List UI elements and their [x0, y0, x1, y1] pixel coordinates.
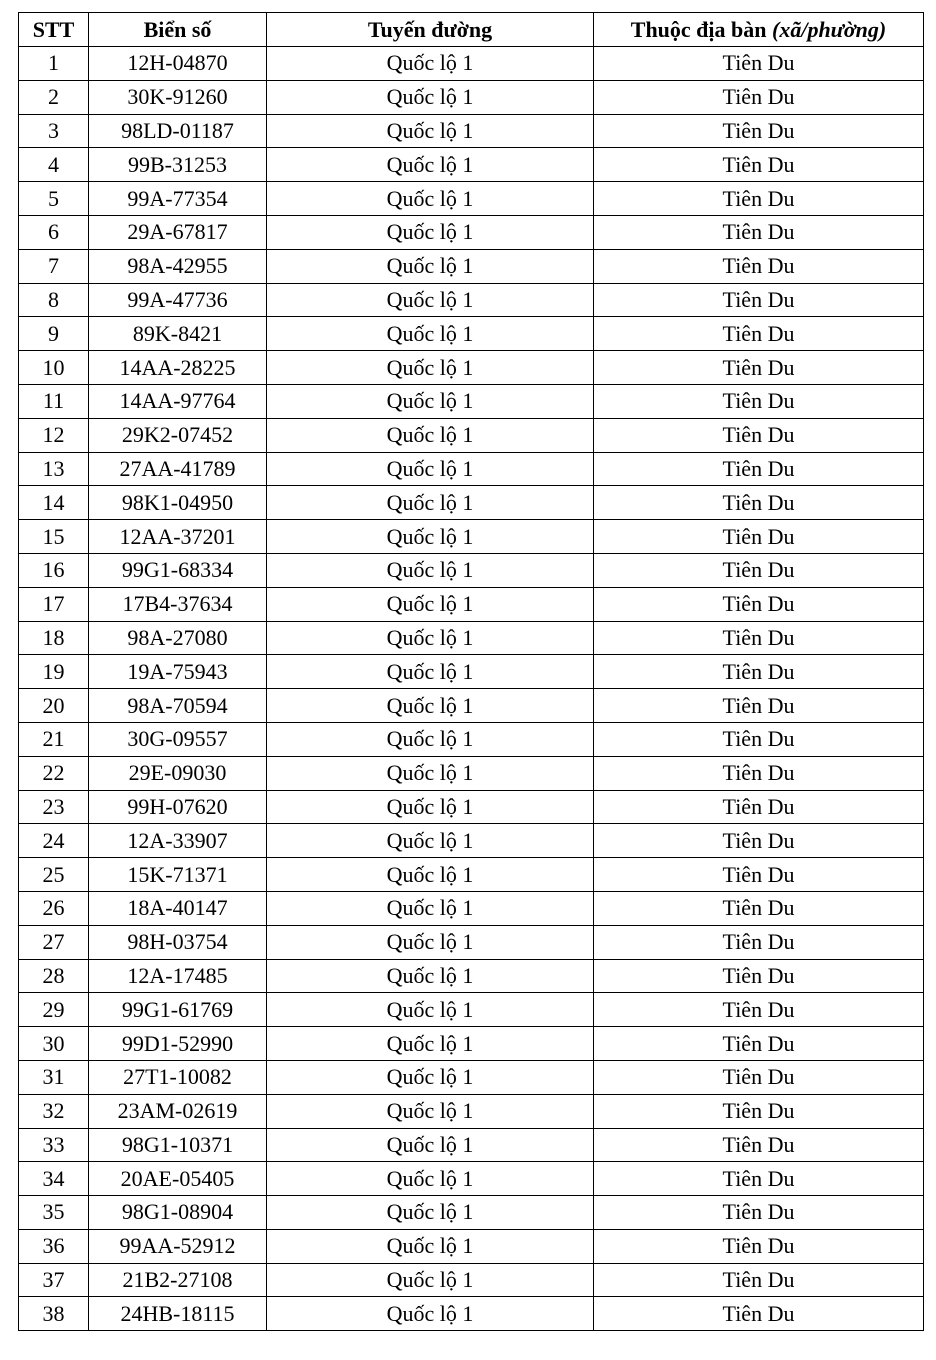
cell-plate: 99D1-52990: [89, 1027, 267, 1061]
table-row: [19, 1060, 924, 1094]
cell-area: Tiên Du: [594, 1128, 924, 1162]
table-row: [19, 756, 924, 790]
cell-area: Tiên Du: [594, 486, 924, 520]
table-row: [19, 249, 924, 283]
cell-plate: 30G-09557: [89, 722, 267, 756]
cell-plate: 12A-17485: [89, 959, 267, 993]
cell-route: Quốc lộ 1: [267, 182, 594, 216]
cell-area: Tiên Du: [594, 215, 924, 249]
cell-stt: 26: [19, 891, 89, 925]
table-row: [19, 351, 924, 385]
header-area: [594, 13, 924, 47]
table-row: [19, 891, 924, 925]
cell-stt: 17: [19, 587, 89, 621]
cell-area: Tiên Du: [594, 959, 924, 993]
table-row: [19, 384, 924, 418]
table-row: [19, 621, 924, 655]
header-area-label: Thuộc địa bàn: [630, 16, 767, 42]
table-row: [19, 655, 924, 689]
cell-stt: 10: [19, 351, 89, 385]
cell-area: Tiên Du: [594, 1162, 924, 1196]
cell-plate: 12A-33907: [89, 824, 267, 858]
cell-stt: 35: [19, 1196, 89, 1230]
cell-area: Tiên Du: [594, 1094, 924, 1128]
table-row: [19, 520, 924, 554]
cell-area: Tiên Du: [594, 452, 924, 486]
cell-stt: 1: [19, 47, 89, 81]
cell-route: Quốc lộ 1: [267, 452, 594, 486]
cell-route: Quốc lộ 1: [267, 925, 594, 959]
cell-stt: 38: [19, 1297, 89, 1331]
cell-route: Quốc lộ 1: [267, 148, 594, 182]
cell-plate: 98H-03754: [89, 925, 267, 959]
cell-route: Quốc lộ 1: [267, 384, 594, 418]
header-route: Tuyến đường: [267, 13, 594, 47]
cell-plate: 99AA-52912: [89, 1229, 267, 1263]
cell-route: Quốc lộ 1: [267, 1263, 594, 1297]
cell-plate: 24HB-18115: [89, 1297, 267, 1331]
cell-route: Quốc lộ 1: [267, 520, 594, 554]
table-row: [19, 80, 924, 114]
cell-route: Quốc lộ 1: [267, 722, 594, 756]
cell-route: Quốc lộ 1: [267, 418, 594, 452]
table-row: [19, 114, 924, 148]
cell-area: Tiên Du: [594, 249, 924, 283]
cell-area: Tiên Du: [594, 1263, 924, 1297]
cell-area: Tiên Du: [594, 621, 924, 655]
cell-route: Quốc lộ 1: [267, 1060, 594, 1094]
cell-stt: 15: [19, 520, 89, 554]
cell-plate: 30K-91260: [89, 80, 267, 114]
cell-route: Quốc lộ 1: [267, 1027, 594, 1061]
cell-stt: 29: [19, 993, 89, 1027]
cell-plate: 98G1-10371: [89, 1128, 267, 1162]
table-header-row: [19, 13, 924, 47]
table-row: [19, 486, 924, 520]
table-row: [19, 317, 924, 351]
cell-route: Quốc lộ 1: [267, 1128, 594, 1162]
cell-route: Quốc lộ 1: [267, 1196, 594, 1230]
cell-area: Tiên Du: [594, 655, 924, 689]
table-row: [19, 1263, 924, 1297]
cell-area: Tiên Du: [594, 384, 924, 418]
cell-stt: 13: [19, 452, 89, 486]
table-body: [19, 47, 924, 1331]
cell-stt: 2: [19, 80, 89, 114]
cell-stt: 31: [19, 1060, 89, 1094]
cell-route: Quốc lộ 1: [267, 249, 594, 283]
cell-plate: 98K1-04950: [89, 486, 267, 520]
cell-area: Tiên Du: [594, 858, 924, 892]
table-row: [19, 215, 924, 249]
cell-area: Tiên Du: [594, 993, 924, 1027]
cell-route: Quốc lộ 1: [267, 80, 594, 114]
cell-area: Tiên Du: [594, 689, 924, 723]
cell-stt: 30: [19, 1027, 89, 1061]
cell-plate: 99G1-68334: [89, 553, 267, 587]
table-row: [19, 452, 924, 486]
cell-route: Quốc lộ 1: [267, 283, 594, 317]
cell-area: Tiên Du: [594, 317, 924, 351]
cell-plate: 27AA-41789: [89, 452, 267, 486]
table-row: [19, 858, 924, 892]
cell-stt: 8: [19, 283, 89, 317]
cell-area: Tiên Du: [594, 80, 924, 114]
cell-plate: 12AA-37201: [89, 520, 267, 554]
cell-stt: 4: [19, 148, 89, 182]
cell-route: Quốc lộ 1: [267, 655, 594, 689]
cell-stt: 12: [19, 418, 89, 452]
table-row: [19, 959, 924, 993]
table-row: [19, 182, 924, 216]
cell-route: Quốc lộ 1: [267, 114, 594, 148]
cell-stt: 3: [19, 114, 89, 148]
cell-route: Quốc lộ 1: [267, 553, 594, 587]
cell-route: Quốc lộ 1: [267, 959, 594, 993]
table-row: [19, 148, 924, 182]
table-row: [19, 1297, 924, 1331]
violation-table: [18, 12, 924, 1331]
table-row: [19, 553, 924, 587]
cell-area: Tiên Du: [594, 587, 924, 621]
cell-area: Tiên Du: [594, 1060, 924, 1094]
cell-stt: 23: [19, 790, 89, 824]
cell-area: Tiên Du: [594, 1196, 924, 1230]
table-row: [19, 993, 924, 1027]
cell-stt: 14: [19, 486, 89, 520]
table-row: [19, 47, 924, 81]
cell-plate: 98A-70594: [89, 689, 267, 723]
cell-area: Tiên Du: [594, 418, 924, 452]
cell-route: Quốc lộ 1: [267, 756, 594, 790]
cell-area: Tiên Du: [594, 351, 924, 385]
cell-area: Tiên Du: [594, 47, 924, 81]
cell-plate: 29K2-07452: [89, 418, 267, 452]
cell-area: Tiên Du: [594, 182, 924, 216]
cell-stt: 16: [19, 553, 89, 587]
table-row: [19, 1128, 924, 1162]
cell-area: Tiên Du: [594, 1027, 924, 1061]
cell-stt: 34: [19, 1162, 89, 1196]
header-plate: Biển số: [89, 13, 267, 47]
cell-area: Tiên Du: [594, 114, 924, 148]
table-row: [19, 824, 924, 858]
cell-plate: 99A-77354: [89, 182, 267, 216]
cell-stt: 33: [19, 1128, 89, 1162]
cell-plate: 98A-42955: [89, 249, 267, 283]
cell-stt: 36: [19, 1229, 89, 1263]
cell-route: Quốc lộ 1: [267, 47, 594, 81]
cell-plate: 14AA-97764: [89, 384, 267, 418]
cell-stt: 7: [19, 249, 89, 283]
cell-area: Tiên Du: [594, 756, 924, 790]
cell-route: Quốc lộ 1: [267, 1297, 594, 1331]
cell-plate: 17B4-37634: [89, 587, 267, 621]
cell-plate: 12H-04870: [89, 47, 267, 81]
cell-area: Tiên Du: [594, 722, 924, 756]
cell-stt: 25: [19, 858, 89, 892]
cell-area: Tiên Du: [594, 553, 924, 587]
header-area-italic: (xã/phường): [772, 16, 887, 42]
cell-stt: 27: [19, 925, 89, 959]
cell-area: Tiên Du: [594, 790, 924, 824]
cell-plate: 18A-40147: [89, 891, 267, 925]
cell-plate: 98LD-01187: [89, 114, 267, 148]
table-row: [19, 418, 924, 452]
cell-plate: 21B2-27108: [89, 1263, 267, 1297]
table-row: [19, 1162, 924, 1196]
cell-plate: 98A-27080: [89, 621, 267, 655]
cell-stt: 37: [19, 1263, 89, 1297]
cell-route: Quốc lộ 1: [267, 317, 594, 351]
cell-route: Quốc lộ 1: [267, 587, 594, 621]
cell-plate: 19A-75943: [89, 655, 267, 689]
cell-plate: 15K-71371: [89, 858, 267, 892]
cell-route: Quốc lộ 1: [267, 1094, 594, 1128]
cell-stt: 5: [19, 182, 89, 216]
cell-route: Quốc lộ 1: [267, 215, 594, 249]
cell-plate: 29A-67817: [89, 215, 267, 249]
table-row: [19, 1094, 924, 1128]
cell-route: Quốc lộ 1: [267, 993, 594, 1027]
cell-plate: 98G1-08904: [89, 1196, 267, 1230]
cell-plate: 99H-07620: [89, 790, 267, 824]
cell-route: Quốc lộ 1: [267, 689, 594, 723]
cell-stt: 11: [19, 384, 89, 418]
table-row: [19, 587, 924, 621]
cell-route: Quốc lộ 1: [267, 824, 594, 858]
cell-area: Tiên Du: [594, 148, 924, 182]
cell-stt: 24: [19, 824, 89, 858]
table-row: [19, 790, 924, 824]
cell-area: Tiên Du: [594, 824, 924, 858]
cell-plate: 14AA-28225: [89, 351, 267, 385]
table-row: [19, 283, 924, 317]
cell-area: Tiên Du: [594, 925, 924, 959]
cell-area: Tiên Du: [594, 1297, 924, 1331]
cell-stt: 28: [19, 959, 89, 993]
table-row: [19, 1027, 924, 1061]
cell-plate: 23AM-02619: [89, 1094, 267, 1128]
cell-stt: 9: [19, 317, 89, 351]
cell-route: Quốc lộ 1: [267, 486, 594, 520]
cell-plate: 27T1-10082: [89, 1060, 267, 1094]
cell-plate: 20AE-05405: [89, 1162, 267, 1196]
cell-stt: 21: [19, 722, 89, 756]
cell-area: Tiên Du: [594, 520, 924, 554]
cell-plate: 99A-47736: [89, 283, 267, 317]
table-row: [19, 689, 924, 723]
cell-stt: 19: [19, 655, 89, 689]
table-row: [19, 1196, 924, 1230]
cell-route: Quốc lộ 1: [267, 891, 594, 925]
cell-plate: 29E-09030: [89, 756, 267, 790]
cell-route: Quốc lộ 1: [267, 858, 594, 892]
table-row: [19, 925, 924, 959]
header-stt: STT: [19, 13, 89, 47]
cell-plate: 99B-31253: [89, 148, 267, 182]
cell-plate: 99G1-61769: [89, 993, 267, 1027]
cell-stt: 18: [19, 621, 89, 655]
table-row: [19, 1229, 924, 1263]
cell-area: Tiên Du: [594, 1229, 924, 1263]
cell-route: Quốc lộ 1: [267, 1162, 594, 1196]
table-row: [19, 722, 924, 756]
cell-stt: 22: [19, 756, 89, 790]
cell-route: Quốc lộ 1: [267, 790, 594, 824]
cell-plate: 89K-8421: [89, 317, 267, 351]
cell-area: Tiên Du: [594, 891, 924, 925]
cell-route: Quốc lộ 1: [267, 351, 594, 385]
cell-stt: 32: [19, 1094, 89, 1128]
cell-stt: 20: [19, 689, 89, 723]
cell-route: Quốc lộ 1: [267, 1229, 594, 1263]
cell-route: Quốc lộ 1: [267, 621, 594, 655]
cell-area: Tiên Du: [594, 283, 924, 317]
cell-stt: 6: [19, 215, 89, 249]
